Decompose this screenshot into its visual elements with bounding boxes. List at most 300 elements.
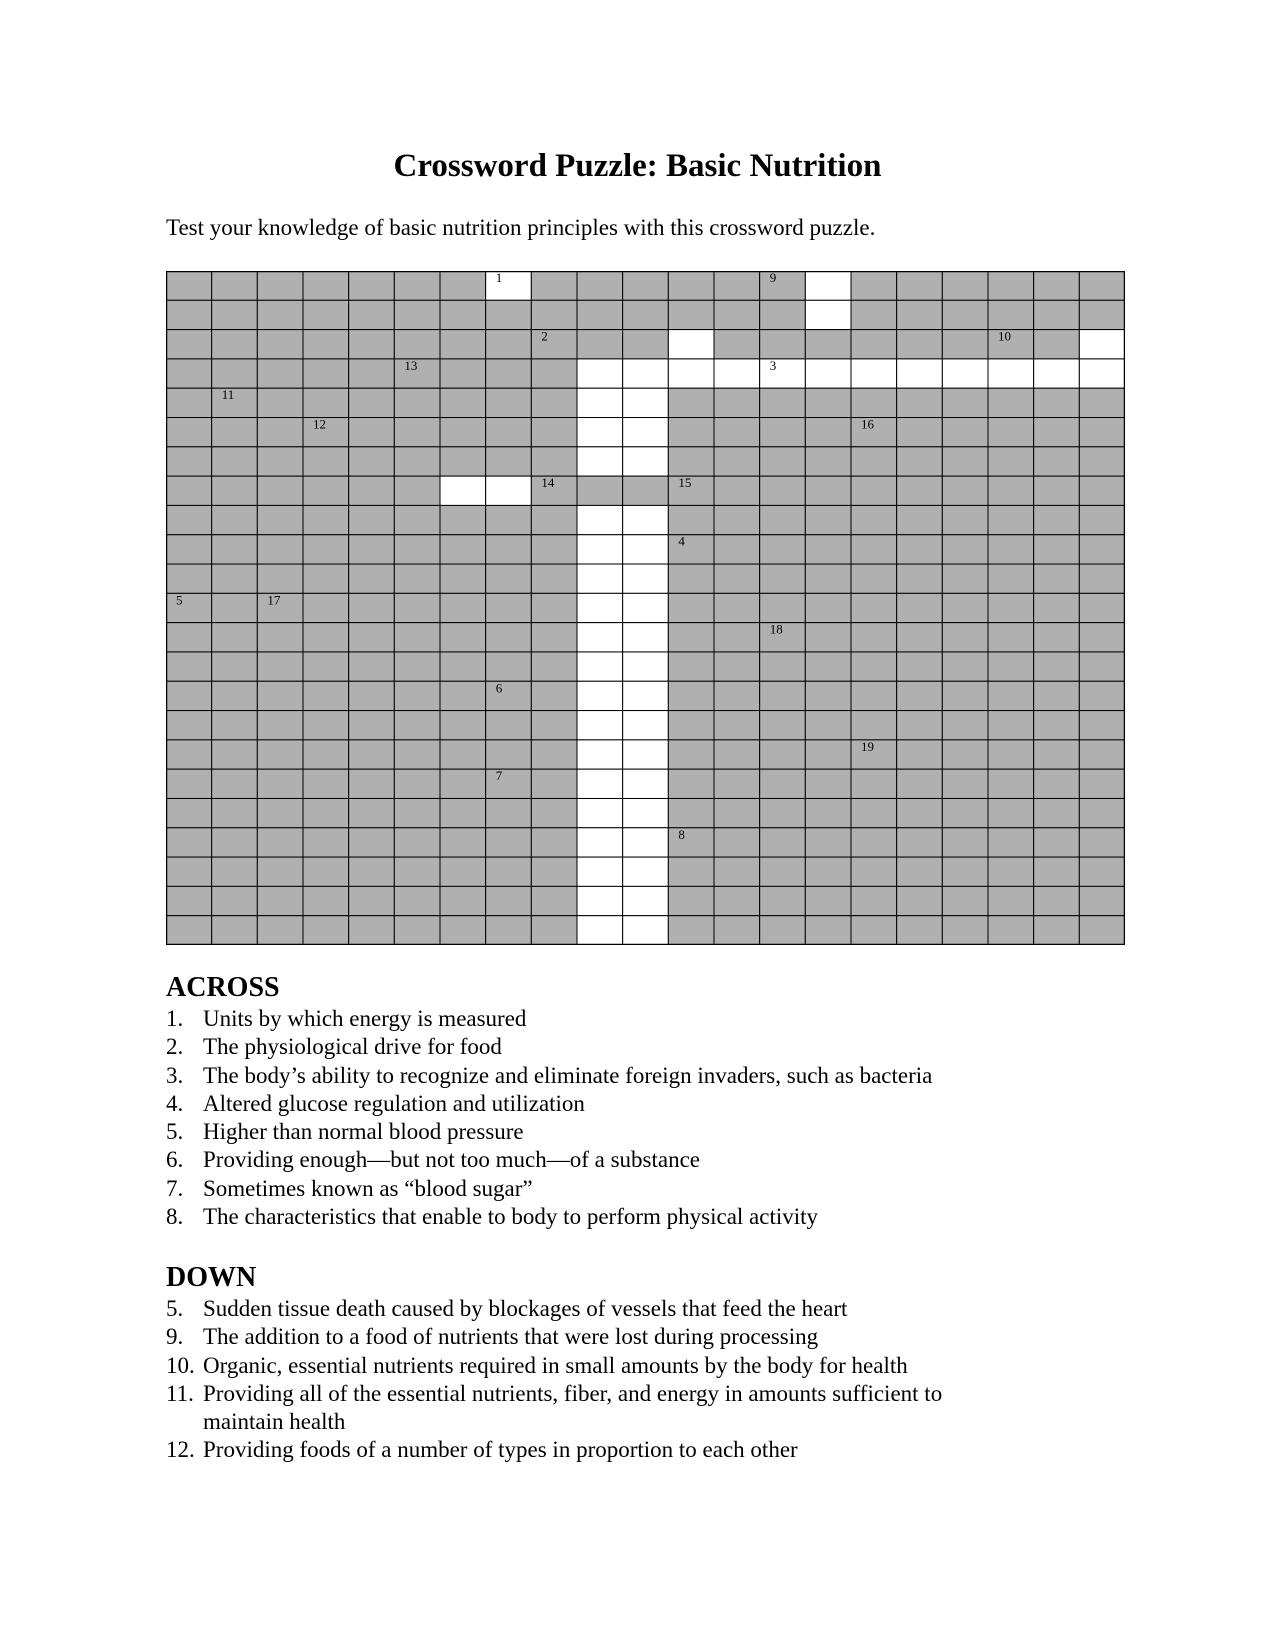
- cell-number: 19: [861, 738, 875, 754]
- crossword-cell-shaded: [349, 828, 395, 857]
- crossword-cell-shaded: [1079, 652, 1125, 681]
- clue-text: The body’s ability to recognize and eliminate foreign invaders, such as bacteria: [203, 1062, 933, 1088]
- crossword-cell-open[interactable]: [577, 535, 623, 564]
- crossword-cell-shaded: [531, 652, 577, 681]
- crossword-cell-shaded: [486, 418, 532, 447]
- clue-number: 5.: [166, 1119, 184, 1145]
- down-clue: [166, 1323, 1066, 1351]
- crossword-cell-shaded: [486, 740, 532, 769]
- crossword-cell-open[interactable]: [623, 681, 669, 710]
- crossword-cell-shaded: [988, 886, 1034, 915]
- crossword-cell-shaded: [760, 330, 806, 359]
- crossword-cell-open[interactable]: [851, 359, 897, 388]
- crossword-cell-shaded: [486, 652, 532, 681]
- crossword-cell-shaded: [942, 300, 988, 329]
- crossword-cell-shaded: [942, 652, 988, 681]
- cell-number: 1: [495, 271, 503, 285]
- crossword-cell-open[interactable]: [577, 564, 623, 593]
- crossword-cell-shaded: [303, 476, 349, 505]
- crossword-cell-shaded: [805, 711, 851, 740]
- crossword-cell-shaded: [988, 564, 1034, 593]
- crossword-cell-shaded: [714, 886, 760, 915]
- crossword-cell-shaded: [988, 476, 1034, 505]
- crossword-cell-open[interactable]: [988, 359, 1034, 388]
- crossword-cell-shaded: [760, 535, 806, 564]
- crossword-cell-shaded: [349, 447, 395, 476]
- crossword-cell-shaded: [166, 476, 212, 505]
- crossword-cell-shaded: [851, 564, 897, 593]
- crossword-cell-shaded: [303, 828, 349, 857]
- crossword-cell-open[interactable]: [623, 447, 669, 476]
- crossword-cell-shaded: [212, 828, 258, 857]
- intro-text: Test your knowledge of basic nutrition principles with this crossword puzzle.: [166, 215, 876, 240]
- crossword-cell-open[interactable]: [1034, 359, 1080, 388]
- crossword-cell-shaded: [760, 886, 806, 915]
- crossword-cell-shaded: [760, 271, 806, 300]
- crossword-cell-shaded: [714, 623, 760, 652]
- crossword-cell-shaded: [394, 271, 440, 300]
- crossword-cell-shaded: [303, 711, 349, 740]
- crossword-cell-shaded: [486, 535, 532, 564]
- crossword-cell-shaded: [440, 740, 486, 769]
- crossword-cell-shaded: [212, 476, 258, 505]
- crossword-cell-shaded: [531, 418, 577, 447]
- crossword-cell-shaded: [805, 447, 851, 476]
- crossword-cell-shaded: [440, 535, 486, 564]
- crossword-cell-shaded: [851, 681, 897, 710]
- crossword-cell-shaded: [1079, 447, 1125, 476]
- crossword-cell-shaded: [303, 505, 349, 534]
- crossword-cell-shaded: [805, 505, 851, 534]
- crossword-cell-shaded: [897, 886, 943, 915]
- crossword-cell-open[interactable]: [623, 593, 669, 622]
- cell-number: 14: [541, 475, 555, 491]
- crossword-cell-shaded: [1034, 828, 1080, 857]
- down-heading: DOWN: [166, 1262, 257, 1293]
- crossword-cell-shaded: [486, 769, 532, 798]
- crossword-cell-shaded: [1034, 388, 1080, 417]
- crossword-cell-open[interactable]: [486, 271, 532, 300]
- crossword-cell-shaded: [486, 916, 532, 945]
- crossword-cell-shaded: [851, 476, 897, 505]
- crossword-cell-shaded: [349, 476, 395, 505]
- crossword-cell-shaded: [942, 681, 988, 710]
- crossword-cell-shaded: [440, 330, 486, 359]
- crossword-cell-open[interactable]: [577, 359, 623, 388]
- clue-text: Sometimes known as “blood sugar”: [203, 1175, 533, 1201]
- crossword-cell-shaded: [988, 652, 1034, 681]
- crossword-cell-shaded: [166, 330, 212, 359]
- cell-number: 16: [861, 416, 875, 432]
- crossword-cell-shaded: [257, 447, 303, 476]
- crossword-cell-shaded: [394, 505, 440, 534]
- crossword-cell-shaded: [942, 711, 988, 740]
- crossword-cell-shaded: [942, 388, 988, 417]
- crossword-cell-shaded: [1034, 886, 1080, 915]
- clue-text: The physiological drive for food: [203, 1034, 502, 1060]
- crossword-cell-shaded: [257, 740, 303, 769]
- clue-text: Higher than normal blood pressure: [203, 1119, 524, 1145]
- crossword-cell-shaded: [212, 652, 258, 681]
- crossword-cell-shaded: [303, 300, 349, 329]
- across-clues: [166, 1005, 1066, 1231]
- crossword-cell-shaded: [714, 769, 760, 798]
- crossword-cell-shaded: [760, 681, 806, 710]
- crossword-cell-shaded: [897, 388, 943, 417]
- crossword-cell-shaded: [531, 535, 577, 564]
- crossword-cell-open[interactable]: [623, 740, 669, 769]
- crossword-cell-open[interactable]: [942, 359, 988, 388]
- crossword-cell-shaded: [897, 769, 943, 798]
- crossword-cell-shaded: [486, 359, 532, 388]
- crossword-cell-shaded: [349, 388, 395, 417]
- crossword-cell-shaded: [1034, 271, 1080, 300]
- crossword-cell-shaded: [1034, 711, 1080, 740]
- crossword-cell-shaded: [1079, 828, 1125, 857]
- crossword-cell-shaded: [303, 271, 349, 300]
- crossword-cell-shaded: [303, 652, 349, 681]
- crossword-cell-shaded: [166, 769, 212, 798]
- crossword-cell-shaded: [760, 505, 806, 534]
- crossword-cell-shaded: [805, 916, 851, 945]
- crossword-cell-shaded: [257, 359, 303, 388]
- crossword-cell-shaded: [942, 769, 988, 798]
- crossword-cell-shaded: [486, 798, 532, 827]
- clue-text: The characteristics that enable to body to perform physical activity: [203, 1204, 819, 1230]
- crossword-cell-shaded: [303, 593, 349, 622]
- crossword-cell-shaded: [1079, 681, 1125, 710]
- crossword-cell-shaded: [394, 886, 440, 915]
- crossword-cell-shaded: [668, 418, 714, 447]
- crossword-cell-open[interactable]: [760, 359, 806, 388]
- crossword-cell-shaded: [303, 886, 349, 915]
- crossword-cell-shaded: [1034, 857, 1080, 886]
- crossword-cell-shaded: [577, 300, 623, 329]
- crossword-cell-open[interactable]: [577, 828, 623, 857]
- crossword-cell-open[interactable]: [577, 505, 623, 534]
- cell-number: 2: [541, 328, 548, 344]
- cell-number: 8: [678, 826, 685, 842]
- clue-text: Units by which energy is measured: [203, 1006, 527, 1031]
- crossword-cell-shaded: [349, 798, 395, 827]
- crossword-cell-open[interactable]: [623, 388, 669, 417]
- crossword-cell-shaded: [714, 652, 760, 681]
- crossword-cell-open[interactable]: [577, 388, 623, 417]
- crossword-cell-shaded: [988, 740, 1034, 769]
- crossword-cell-shaded: [212, 359, 258, 388]
- crossword-cell-shaded: [668, 828, 714, 857]
- crossword-cell-shaded: [349, 564, 395, 593]
- crossword-cell-open[interactable]: [577, 769, 623, 798]
- across-clue: [166, 1118, 1066, 1146]
- crossword-cell-shaded: [257, 623, 303, 652]
- crossword-cell-shaded: [897, 447, 943, 476]
- cell-number: 11: [221, 387, 235, 403]
- crossword-cell-open[interactable]: [623, 828, 669, 857]
- crossword-cell-open[interactable]: [577, 711, 623, 740]
- clue-number: 9.: [166, 1324, 184, 1350]
- crossword-cell-shaded: [349, 535, 395, 564]
- crossword-cell-open[interactable]: [1079, 359, 1125, 388]
- crossword-cell-open[interactable]: [714, 359, 760, 388]
- crossword-cell-open[interactable]: [805, 359, 851, 388]
- crossword-cell-shaded: [851, 886, 897, 915]
- crossword-cell-shaded: [942, 564, 988, 593]
- crossword-cell-shaded: [166, 300, 212, 329]
- crossword-cell-shaded: [440, 916, 486, 945]
- crossword-cell-open[interactable]: [577, 916, 623, 945]
- crossword-cell-shaded: [486, 505, 532, 534]
- crossword-cell-open[interactable]: [623, 505, 669, 534]
- crossword-cell-shaded: [440, 857, 486, 886]
- crossword-cell-open[interactable]: [577, 681, 623, 710]
- crossword-cell-shaded: [166, 271, 212, 300]
- crossword-cell-shaded: [166, 447, 212, 476]
- crossword-cell-shaded: [166, 359, 212, 388]
- crossword-cell-shaded: [897, 505, 943, 534]
- crossword-cell-shaded: [531, 330, 577, 359]
- crossword-cell-open[interactable]: [577, 886, 623, 915]
- crossword-cell-shaded: [851, 652, 897, 681]
- crossword-grid: [166, 271, 1125, 945]
- crossword-cell-shaded: [668, 681, 714, 710]
- crossword-cell-shaded: [166, 886, 212, 915]
- crossword-cell-open[interactable]: [668, 330, 714, 359]
- page-title: Crossword Puzzle: Basic Nutrition: [393, 148, 882, 184]
- crossword-cell-open[interactable]: [805, 271, 851, 300]
- cell-number: 17: [267, 592, 281, 608]
- crossword-cell-shaded: [897, 857, 943, 886]
- clue-number: 8.: [166, 1204, 184, 1230]
- crossword-cell-shaded: [531, 505, 577, 534]
- crossword-cell-shaded: [486, 447, 532, 476]
- crossword-cell-shaded: [760, 300, 806, 329]
- crossword-cell-shaded: [531, 798, 577, 827]
- crossword-cell-shaded: [897, 828, 943, 857]
- crossword-cell-shaded: [440, 300, 486, 329]
- crossword-cell-shaded: [349, 857, 395, 886]
- crossword-cell-shaded: [942, 857, 988, 886]
- crossword-cell-shaded: [349, 681, 395, 710]
- crossword-cell-shaded: [1034, 740, 1080, 769]
- crossword-cell-open[interactable]: [623, 857, 669, 886]
- crossword-cell-shaded: [942, 798, 988, 827]
- crossword-cell-shaded: [212, 623, 258, 652]
- clue-number: 3.: [166, 1062, 184, 1088]
- crossword-cell-open[interactable]: [623, 418, 669, 447]
- crossword-cell-shaded: [714, 828, 760, 857]
- crossword-cell-shaded: [257, 564, 303, 593]
- crossword-cell-shaded: [668, 740, 714, 769]
- crossword-cell-shaded: [166, 828, 212, 857]
- crossword-cell-shaded: [897, 271, 943, 300]
- crossword-cell-open[interactable]: [623, 359, 669, 388]
- crossword-cell-shaded: [257, 535, 303, 564]
- crossword-cell-open[interactable]: [623, 535, 669, 564]
- clue-number: 11.: [166, 1380, 194, 1406]
- crossword-cell-open[interactable]: [897, 359, 943, 388]
- crossword-cell-shaded: [440, 769, 486, 798]
- crossword-cell-shaded: [988, 798, 1034, 827]
- crossword-cell-shaded: [440, 886, 486, 915]
- crossword-cell-shaded: [760, 476, 806, 505]
- crossword-cell-open[interactable]: [623, 564, 669, 593]
- clue-text: The addition to a food of nutrients that were lost during processing: [203, 1324, 819, 1350]
- crossword-cell-shaded: [1034, 916, 1080, 945]
- crossword-cell-shaded: [805, 828, 851, 857]
- crossword-cell-open[interactable]: [623, 886, 669, 915]
- crossword-cell-shaded: [988, 623, 1034, 652]
- crossword-cell-open[interactable]: [577, 623, 623, 652]
- crossword-cell-shaded: [668, 564, 714, 593]
- clue-number: 6.: [166, 1147, 184, 1173]
- crossword-cell-shaded: [257, 652, 303, 681]
- crossword-cell-shaded: [851, 857, 897, 886]
- clue-text: Providing enough—but not too much—of a substance: [203, 1147, 700, 1173]
- crossword-cell-open[interactable]: [623, 623, 669, 652]
- crossword-cell-shaded: [942, 740, 988, 769]
- crossword-cell-shaded: [440, 447, 486, 476]
- crossword-cell-shaded: [668, 769, 714, 798]
- crossword-cell-shaded: [257, 886, 303, 915]
- crossword-cell-shaded: [1034, 593, 1080, 622]
- crossword-cell-open[interactable]: [623, 916, 669, 945]
- crossword-cell-shaded: [486, 388, 532, 417]
- crossword-cell-open[interactable]: [577, 857, 623, 886]
- crossword-cell-shaded: [212, 447, 258, 476]
- crossword-cell-shaded: [1079, 300, 1125, 329]
- across-clue: [166, 1146, 1066, 1174]
- crossword-cell-shaded: [166, 535, 212, 564]
- crossword-cell-open[interactable]: [623, 769, 669, 798]
- crossword-cell-shaded: [1034, 564, 1080, 593]
- crossword-cell-shaded: [394, 681, 440, 710]
- clue-text: Altered glucose regulation and utilization: [203, 1090, 585, 1116]
- crossword-cell-shaded: [760, 798, 806, 827]
- crossword-cell-open[interactable]: [1079, 330, 1125, 359]
- crossword-cell-shaded: [257, 388, 303, 417]
- crossword-cell-shaded: [257, 828, 303, 857]
- crossword-cell-shaded: [531, 593, 577, 622]
- crossword-cell-open[interactable]: [440, 476, 486, 505]
- clue-number: 2.: [166, 1034, 184, 1060]
- crossword-cell-shaded: [394, 535, 440, 564]
- crossword-cell-shaded: [1034, 623, 1080, 652]
- crossword-cell-shaded: [303, 535, 349, 564]
- crossword-cell-shaded: [942, 418, 988, 447]
- crossword-cell-shaded: [942, 330, 988, 359]
- crossword-cell-shaded: [988, 300, 1034, 329]
- crossword-cell-shaded: [486, 886, 532, 915]
- crossword-cell-shaded: [714, 681, 760, 710]
- crossword-cell-shaded: [1079, 740, 1125, 769]
- crossword-cell-shaded: [531, 564, 577, 593]
- crossword-cell-open[interactable]: [623, 652, 669, 681]
- crossword-cell-shaded: [303, 330, 349, 359]
- crossword-cell-open[interactable]: [577, 652, 623, 681]
- crossword-cell-open[interactable]: [577, 447, 623, 476]
- crossword-cell-shaded: [257, 769, 303, 798]
- cell-number: 12: [313, 416, 327, 432]
- crossword-cell-shaded: [760, 447, 806, 476]
- crossword-cell-shaded: [212, 535, 258, 564]
- crossword-cell-shaded: [440, 388, 486, 417]
- crossword-cell-shaded: [760, 652, 806, 681]
- crossword-cell-shaded: [394, 330, 440, 359]
- crossword-cell-shaded: [897, 711, 943, 740]
- crossword-cell-shaded: [714, 300, 760, 329]
- crossword-cell-shaded: [714, 476, 760, 505]
- crossword-cell-shaded: [897, 798, 943, 827]
- crossword-cell-shaded: [1079, 623, 1125, 652]
- across-clue: [166, 1033, 1066, 1061]
- crossword-cell-shaded: [394, 447, 440, 476]
- crossword-cell-shaded: [714, 418, 760, 447]
- crossword-cell-shaded: [760, 593, 806, 622]
- crossword-cell-shaded: [760, 418, 806, 447]
- crossword-cell-shaded: [257, 476, 303, 505]
- crossword-cell-shaded: [303, 388, 349, 417]
- crossword-cell-shaded: [897, 652, 943, 681]
- crossword-cell-shaded: [851, 711, 897, 740]
- crossword-cell-open[interactable]: [805, 300, 851, 329]
- crossword-cell-open[interactable]: [577, 593, 623, 622]
- crossword-cell-shaded: [349, 359, 395, 388]
- crossword-cell-open[interactable]: [486, 476, 532, 505]
- cell-number: 7: [495, 768, 503, 784]
- crossword-cell-shaded: [668, 535, 714, 564]
- crossword-cell-shaded: [394, 769, 440, 798]
- crossword-cell-shaded: [486, 330, 532, 359]
- crossword-cell-shaded: [212, 711, 258, 740]
- crossword-cell-shaded: [394, 623, 440, 652]
- crossword-cell-open[interactable]: [577, 740, 623, 769]
- cell-number: 3: [769, 357, 777, 373]
- crossword-cell-shaded: [531, 769, 577, 798]
- crossword-cell-shaded: [394, 418, 440, 447]
- crossword-cell-shaded: [760, 711, 806, 740]
- crossword-cell-shaded: [440, 564, 486, 593]
- crossword-cell-shaded: [942, 886, 988, 915]
- crossword-cell-shaded: [760, 388, 806, 417]
- crossword-cell-shaded: [257, 857, 303, 886]
- crossword-cell-shaded: [303, 681, 349, 710]
- across-clue: [166, 1090, 1066, 1118]
- crossword-cell-shaded: [668, 857, 714, 886]
- crossword-cell-shaded: [897, 476, 943, 505]
- down-clue: [166, 1295, 1066, 1323]
- crossword-cell-open[interactable]: [577, 418, 623, 447]
- crossword-cell-open[interactable]: [668, 359, 714, 388]
- crossword-cell-shaded: [166, 916, 212, 945]
- crossword-cell-open[interactable]: [623, 798, 669, 827]
- crossword-cell-shaded: [394, 652, 440, 681]
- crossword-cell-shaded: [1079, 505, 1125, 534]
- crossword-cell-shaded: [668, 798, 714, 827]
- crossword-cell-shaded: [942, 447, 988, 476]
- crossword-cell-shaded: [303, 798, 349, 827]
- crossword-cell-open[interactable]: [623, 711, 669, 740]
- crossword-cell-open[interactable]: [577, 798, 623, 827]
- crossword-cell-shaded: [805, 330, 851, 359]
- crossword-cell-shaded: [257, 681, 303, 710]
- crossword-cell-shaded: [212, 886, 258, 915]
- crossword-cell-shaded: [1034, 769, 1080, 798]
- crossword-cell-shaded: [760, 828, 806, 857]
- crossword-cell-shaded: [805, 769, 851, 798]
- cell-number: 10: [998, 328, 1012, 344]
- crossword-cell-shaded: [166, 564, 212, 593]
